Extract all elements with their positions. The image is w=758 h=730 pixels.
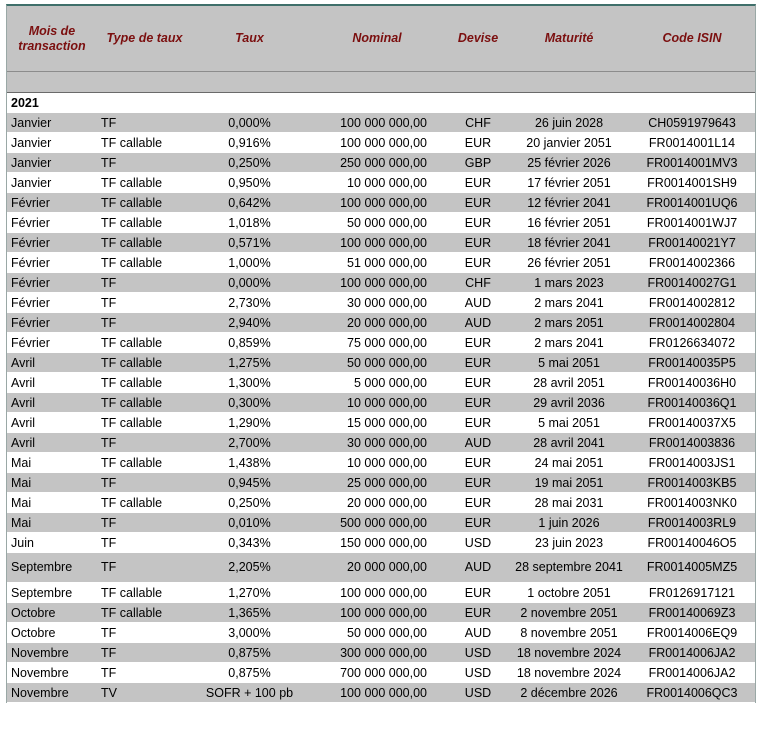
cell-taux[interactable]: 1,290% — [192, 413, 307, 433]
table-row — [7, 663, 755, 683]
cell-taux[interactable]: 0,300% — [192, 393, 307, 413]
cell-maturite[interactable]: 18 février 2041 — [509, 233, 629, 253]
cell-taux[interactable]: 0,916% — [192, 133, 307, 153]
cell-maturite[interactable]: 18 novembre 2024 — [509, 663, 629, 683]
header-row — [7, 6, 755, 72]
year-row — [7, 93, 755, 114]
cell-mois[interactable]: Janvier — [7, 133, 97, 153]
table-row — [7, 213, 755, 233]
cell-isin[interactable]: FR0014001SH9 — [629, 173, 755, 193]
cell-type[interactable]: TF — [97, 533, 192, 553]
cell-type[interactable]: TF callable — [97, 233, 192, 253]
cell-maturite[interactable]: 24 mai 2051 — [509, 453, 629, 473]
cell-devise[interactable]: EUR — [447, 233, 509, 253]
cell-devise[interactable]: USD — [447, 533, 509, 553]
cell-isin[interactable]: FR0014002812 — [629, 293, 755, 313]
cell-type[interactable]: TF callable — [97, 193, 192, 213]
table-row — [7, 623, 755, 643]
cell-type[interactable]: TF — [97, 313, 192, 333]
cell-devise[interactable]: EUR — [447, 173, 509, 193]
cell-maturite[interactable]: 17 février 2051 — [509, 173, 629, 193]
cell-devise[interactable]: EUR — [447, 513, 509, 533]
cell-nominal[interactable]: 100 000 000,00 — [307, 133, 447, 153]
cell-nominal[interactable]: 10 000 000,00 — [307, 173, 447, 193]
cell-devise[interactable]: EUR — [447, 583, 509, 603]
cell-taux[interactable]: 0,950% — [192, 173, 307, 193]
cell-taux[interactable]: 2,700% — [192, 433, 307, 453]
table-row — [7, 393, 755, 413]
cell-nominal[interactable]: 100 000 000,00 — [307, 273, 447, 293]
cell-mois[interactable]: Novembre — [7, 683, 97, 703]
cell-maturite[interactable]: 1 juin 2026 — [509, 513, 629, 533]
cell-devise[interactable]: EUR — [447, 413, 509, 433]
cell-maturite[interactable]: 2 mars 2051 — [509, 313, 629, 333]
cell-type[interactable]: TF callable — [97, 213, 192, 233]
cell-nominal[interactable]: 50 000 000,00 — [307, 353, 447, 373]
cell-maturite[interactable]: 28 septembre 2041 — [509, 553, 629, 583]
cell-mois[interactable]: Juin — [7, 533, 97, 553]
table-row — [7, 533, 755, 553]
table-row — [7, 153, 755, 173]
cell-nominal[interactable]: 100 000 000,00 — [307, 233, 447, 253]
cell-isin[interactable]: FR00140021Y7 — [629, 233, 755, 253]
cell-nominal[interactable]: 100 000 000,00 — [307, 603, 447, 623]
cell-nominal[interactable]: 15 000 000,00 — [307, 413, 447, 433]
cell-nominal[interactable]: 50 000 000,00 — [307, 623, 447, 643]
transactions-table — [7, 6, 755, 703]
cell-nominal[interactable]: 300 000 000,00 — [307, 643, 447, 663]
header-type: Type de taux — [97, 6, 192, 72]
cell-devise[interactable]: EUR — [447, 493, 509, 513]
cell-nominal[interactable]: 100 000 000,00 — [307, 683, 447, 703]
cell-mois[interactable]: Février — [7, 213, 97, 233]
cell-maturite[interactable]: 26 juin 2028 — [509, 113, 629, 133]
cell-nominal[interactable]: 100 000 000,00 — [307, 583, 447, 603]
table-row — [7, 513, 755, 533]
cell-taux[interactable]: 0,250% — [192, 493, 307, 513]
cell-devise[interactable]: EUR — [447, 353, 509, 373]
header-nominal: Nominal — [307, 6, 447, 72]
cell-taux[interactable]: SOFR + 100 pb — [192, 683, 307, 703]
table-row — [7, 193, 755, 213]
cell-isin[interactable]: FR00140027G1 — [629, 273, 755, 293]
cell-nominal[interactable]: 150 000 000,00 — [307, 533, 447, 553]
cell-devise[interactable]: CHF — [447, 273, 509, 293]
cell-mois[interactable]: Mai — [7, 473, 97, 493]
cell-devise[interactable]: EUR — [447, 333, 509, 353]
cell-taux[interactable]: 0,343% — [192, 533, 307, 553]
table-row — [7, 333, 755, 353]
cell-taux[interactable]: 1,018% — [192, 213, 307, 233]
table-row — [7, 683, 755, 703]
cell-isin[interactable]: FR00140069Z3 — [629, 603, 755, 623]
cell-mois[interactable]: Avril — [7, 393, 97, 413]
cell-isin[interactable]: FR00140037X5 — [629, 413, 755, 433]
cell-maturite[interactable]: 1 mars 2023 — [509, 273, 629, 293]
cell-nominal[interactable]: 700 000 000,00 — [307, 663, 447, 683]
cell-devise[interactable]: USD — [447, 643, 509, 663]
cell-isin[interactable]: FR0014006JA2 — [629, 663, 755, 683]
cell-type[interactable]: TF — [97, 293, 192, 313]
table-row — [7, 643, 755, 663]
cell-nominal[interactable]: 250 000 000,00 — [307, 153, 447, 173]
cell-maturite[interactable]: 5 mai 2051 — [509, 353, 629, 373]
header-mois: Mois de transaction — [7, 6, 97, 72]
cell-devise[interactable]: EUR — [447, 213, 509, 233]
cell-taux[interactable]: 1,300% — [192, 373, 307, 393]
cell-nominal[interactable]: 10 000 000,00 — [307, 453, 447, 473]
cell-mois[interactable]: Février — [7, 293, 97, 313]
cell-taux[interactable]: 0,000% — [192, 273, 307, 293]
cell-maturite[interactable]: 2 décembre 2026 — [509, 683, 629, 703]
cell-maturite[interactable]: 25 février 2026 — [509, 153, 629, 173]
cell-mois[interactable]: Janvier — [7, 173, 97, 193]
cell-isin[interactable]: FR00140036Q1 — [629, 393, 755, 413]
cell-type[interactable]: TF callable — [97, 253, 192, 273]
cell-mois[interactable]: Octobre — [7, 603, 97, 623]
cell-nominal[interactable]: 75 000 000,00 — [307, 333, 447, 353]
table-row — [7, 433, 755, 453]
cell-devise[interactable]: AUD — [447, 553, 509, 583]
cell-mois[interactable]: Avril — [7, 353, 97, 373]
cell-maturite[interactable]: 2 novembre 2051 — [509, 603, 629, 623]
cell-type[interactable]: TF callable — [97, 453, 192, 473]
cell-mois[interactable]: Février — [7, 273, 97, 293]
cell-devise[interactable]: EUR — [447, 133, 509, 153]
table-row — [7, 233, 755, 253]
cell-devise[interactable]: EUR — [447, 453, 509, 473]
cell-type[interactable]: TF — [97, 433, 192, 453]
table-row — [7, 493, 755, 513]
cell-taux[interactable]: 3,000% — [192, 623, 307, 643]
cell-mois[interactable]: Avril — [7, 413, 97, 433]
cell-mois[interactable]: Janvier — [7, 113, 97, 133]
cell-isin[interactable]: FR00140036H0 — [629, 373, 755, 393]
cell-taux[interactable]: 1,365% — [192, 603, 307, 623]
cell-type[interactable]: TF — [97, 663, 192, 683]
cell-isin[interactable]: FR0014001L14 — [629, 133, 755, 153]
cell-maturite[interactable]: 12 février 2041 — [509, 193, 629, 213]
cell-taux[interactable]: 0,859% — [192, 333, 307, 353]
cell-devise[interactable]: EUR — [447, 393, 509, 413]
cell-mois[interactable]: Mai — [7, 513, 97, 533]
table-row — [7, 173, 755, 193]
cell-type[interactable]: TF callable — [97, 353, 192, 373]
cell-taux[interactable]: 2,940% — [192, 313, 307, 333]
cell-type[interactable]: TF callable — [97, 173, 192, 193]
cell-taux[interactable]: 0,642% — [192, 193, 307, 213]
cell-devise[interactable]: CHF — [447, 113, 509, 133]
cell-mois[interactable]: Octobre — [7, 623, 97, 643]
cell-nominal[interactable]: 25 000 000,00 — [307, 473, 447, 493]
cell-maturite[interactable]: 16 février 2051 — [509, 213, 629, 233]
cell-taux[interactable]: 2,205% — [192, 553, 307, 583]
cell-mois[interactable]: Mai — [7, 493, 97, 513]
cell-mois[interactable]: Mai — [7, 453, 97, 473]
cell-type[interactable]: TF — [97, 473, 192, 493]
cell-maturite[interactable]: 28 mai 2031 — [509, 493, 629, 513]
cell-devise[interactable]: AUD — [447, 623, 509, 643]
cell-taux[interactable]: 0,571% — [192, 233, 307, 253]
cell-nominal[interactable]: 5 000 000,00 — [307, 373, 447, 393]
cell-mois[interactable]: Avril — [7, 373, 97, 393]
cell-nominal[interactable]: 20 000 000,00 — [307, 553, 447, 583]
cell-taux[interactable]: 1,438% — [192, 453, 307, 473]
cell-mois[interactable]: Janvier — [7, 153, 97, 173]
cell-taux[interactable]: 0,010% — [192, 513, 307, 533]
table-row — [7, 113, 755, 133]
header-taux: Taux — [192, 6, 307, 72]
cell-nominal[interactable]: 51 000 000,00 — [307, 253, 447, 273]
cell-mois[interactable]: Avril — [7, 433, 97, 453]
cell-devise[interactable]: USD — [447, 683, 509, 703]
cell-nominal[interactable]: 100 000 000,00 — [307, 193, 447, 213]
cell-mois[interactable]: Février — [7, 233, 97, 253]
header-isin: Code ISIN — [629, 6, 755, 72]
cell-maturite[interactable]: 8 novembre 2051 — [509, 623, 629, 643]
cell-taux[interactable]: 1,270% — [192, 583, 307, 603]
cell-isin[interactable]: FR0014006QC3 — [629, 683, 755, 703]
cell-isin[interactable]: FR0014003NK0 — [629, 493, 755, 513]
cell-type[interactable]: TF callable — [97, 133, 192, 153]
cell-type[interactable]: TF — [97, 643, 192, 663]
cell-isin[interactable]: FR0014003RL9 — [629, 513, 755, 533]
table-row — [7, 603, 755, 623]
header-devise: Devise — [447, 6, 509, 72]
cell-maturite[interactable]: 1 octobre 2051 — [509, 583, 629, 603]
cell-isin[interactable]: FR0014002804 — [629, 313, 755, 333]
cell-isin[interactable]: FR0126917121 — [629, 583, 755, 603]
cell-taux[interactable]: 2,730% — [192, 293, 307, 313]
table-row — [7, 353, 755, 373]
cell-taux[interactable]: 0,250% — [192, 153, 307, 173]
header-maturite: Maturité — [509, 6, 629, 72]
cell-isin[interactable]: FR00140046O5 — [629, 533, 755, 553]
cell-devise[interactable]: AUD — [447, 433, 509, 453]
cell-mois[interactable]: Février — [7, 313, 97, 333]
cell-isin[interactable]: FR00140035P5 — [629, 353, 755, 373]
cell-isin[interactable]: FR0126634072 — [629, 333, 755, 353]
cell-taux[interactable]: 0,875% — [192, 643, 307, 663]
table-row — [7, 253, 755, 273]
cell-nominal[interactable]: 30 000 000,00 — [307, 293, 447, 313]
table-row — [7, 313, 755, 333]
cell-maturite[interactable]: 28 avril 2051 — [509, 373, 629, 393]
cell-taux[interactable]: 1,275% — [192, 353, 307, 373]
cell-isin[interactable]: FR0014003836 — [629, 433, 755, 453]
cell-isin[interactable]: FR0014001MV3 — [629, 153, 755, 173]
separator-band — [7, 72, 755, 93]
cell-type[interactable]: TF — [97, 623, 192, 643]
table-row — [7, 553, 755, 583]
cell-nominal[interactable]: 500 000 000,00 — [307, 513, 447, 533]
cell-mois[interactable]: Novembre — [7, 643, 97, 663]
cell-nominal[interactable]: 20 000 000,00 — [307, 493, 447, 513]
cell-isin[interactable]: FR0014001UQ6 — [629, 193, 755, 213]
cell-devise[interactable]: USD — [447, 663, 509, 683]
table-row — [7, 583, 755, 603]
cell-maturite[interactable]: 19 mai 2051 — [509, 473, 629, 493]
cell-nominal[interactable]: 100 000 000,00 — [307, 113, 447, 133]
cell-isin[interactable]: FR0014006JA2 — [629, 643, 755, 663]
cell-isin[interactable]: FR0014002366 — [629, 253, 755, 273]
cell-isin[interactable]: FR0014003KB5 — [629, 473, 755, 493]
cell-type[interactable]: TF — [97, 153, 192, 173]
table-row — [7, 133, 755, 153]
cell-nominal[interactable]: 10 000 000,00 — [307, 393, 447, 413]
cell-mois[interactable]: Février — [7, 253, 97, 273]
table-row — [7, 413, 755, 433]
table-row — [7, 473, 755, 493]
cell-type[interactable]: TF callable — [97, 333, 192, 353]
cell-type[interactable]: TF — [97, 273, 192, 293]
cell-maturite[interactable]: 20 janvier 2051 — [509, 133, 629, 153]
cell-devise[interactable]: AUD — [447, 293, 509, 313]
cell-type[interactable]: TF callable — [97, 393, 192, 413]
table-row — [7, 453, 755, 473]
cell-maturite[interactable]: 2 mars 2041 — [509, 333, 629, 353]
table-row — [7, 373, 755, 393]
cell-mois[interactable]: Février — [7, 333, 97, 353]
spreadsheet-table — [6, 4, 756, 703]
cell-taux[interactable]: 0,000% — [192, 113, 307, 133]
cell-maturite[interactable]: 23 juin 2023 — [509, 533, 629, 553]
cell-type[interactable]: TF callable — [97, 373, 192, 393]
cell-taux[interactable]: 0,875% — [192, 663, 307, 683]
cell-mois[interactable]: Septembre — [7, 553, 97, 583]
cell-mois[interactable]: Novembre — [7, 663, 97, 683]
cell-type[interactable]: TF — [97, 113, 192, 133]
cell-devise[interactable]: EUR — [447, 473, 509, 493]
cell-isin[interactable]: CH0591979643 — [629, 113, 755, 133]
cell-maturite[interactable]: 28 avril 2041 — [509, 433, 629, 453]
cell-devise[interactable]: GBP — [447, 153, 509, 173]
cell-maturite[interactable]: 29 avril 2036 — [509, 393, 629, 413]
cell-isin[interactable]: FR0014006EQ9 — [629, 623, 755, 643]
cell-maturite[interactable]: 5 mai 2051 — [509, 413, 629, 433]
cell-isin[interactable]: FR0014005MZ5 — [629, 553, 755, 583]
cell-mois[interactable]: Septembre — [7, 583, 97, 603]
cell-devise[interactable]: EUR — [447, 603, 509, 623]
cell-type[interactable]: TF — [97, 513, 192, 533]
cell-type[interactable]: TF — [97, 553, 192, 583]
cell-nominal[interactable]: 30 000 000,00 — [307, 433, 447, 453]
cell-taux[interactable]: 0,945% — [192, 473, 307, 493]
cell-type[interactable]: TF callable — [97, 493, 192, 513]
cell-mois[interactable]: Février — [7, 193, 97, 213]
cell-maturite[interactable]: 18 novembre 2024 — [509, 643, 629, 663]
cell-type[interactable]: TF callable — [97, 603, 192, 623]
cell-type[interactable]: TF callable — [97, 583, 192, 603]
cell-isin[interactable]: FR0014001WJ7 — [629, 213, 755, 233]
cell-devise[interactable]: EUR — [447, 373, 509, 393]
cell-type[interactable]: TV — [97, 683, 192, 703]
cell-devise[interactable]: EUR — [447, 253, 509, 273]
cell-maturite[interactable]: 2 mars 2041 — [509, 293, 629, 313]
table-row — [7, 293, 755, 313]
cell-type[interactable]: TF callable — [97, 413, 192, 433]
cell-isin[interactable]: FR0014003JS1 — [629, 453, 755, 473]
table-row — [7, 273, 755, 293]
year-label: 2021 — [7, 93, 755, 114]
cell-devise[interactable]: AUD — [447, 313, 509, 333]
cell-nominal[interactable]: 50 000 000,00 — [307, 213, 447, 233]
cell-taux[interactable]: 1,000% — [192, 253, 307, 273]
cell-nominal[interactable]: 20 000 000,00 — [307, 313, 447, 333]
cell-maturite[interactable]: 26 février 2051 — [509, 253, 629, 273]
cell-devise[interactable]: EUR — [447, 193, 509, 213]
